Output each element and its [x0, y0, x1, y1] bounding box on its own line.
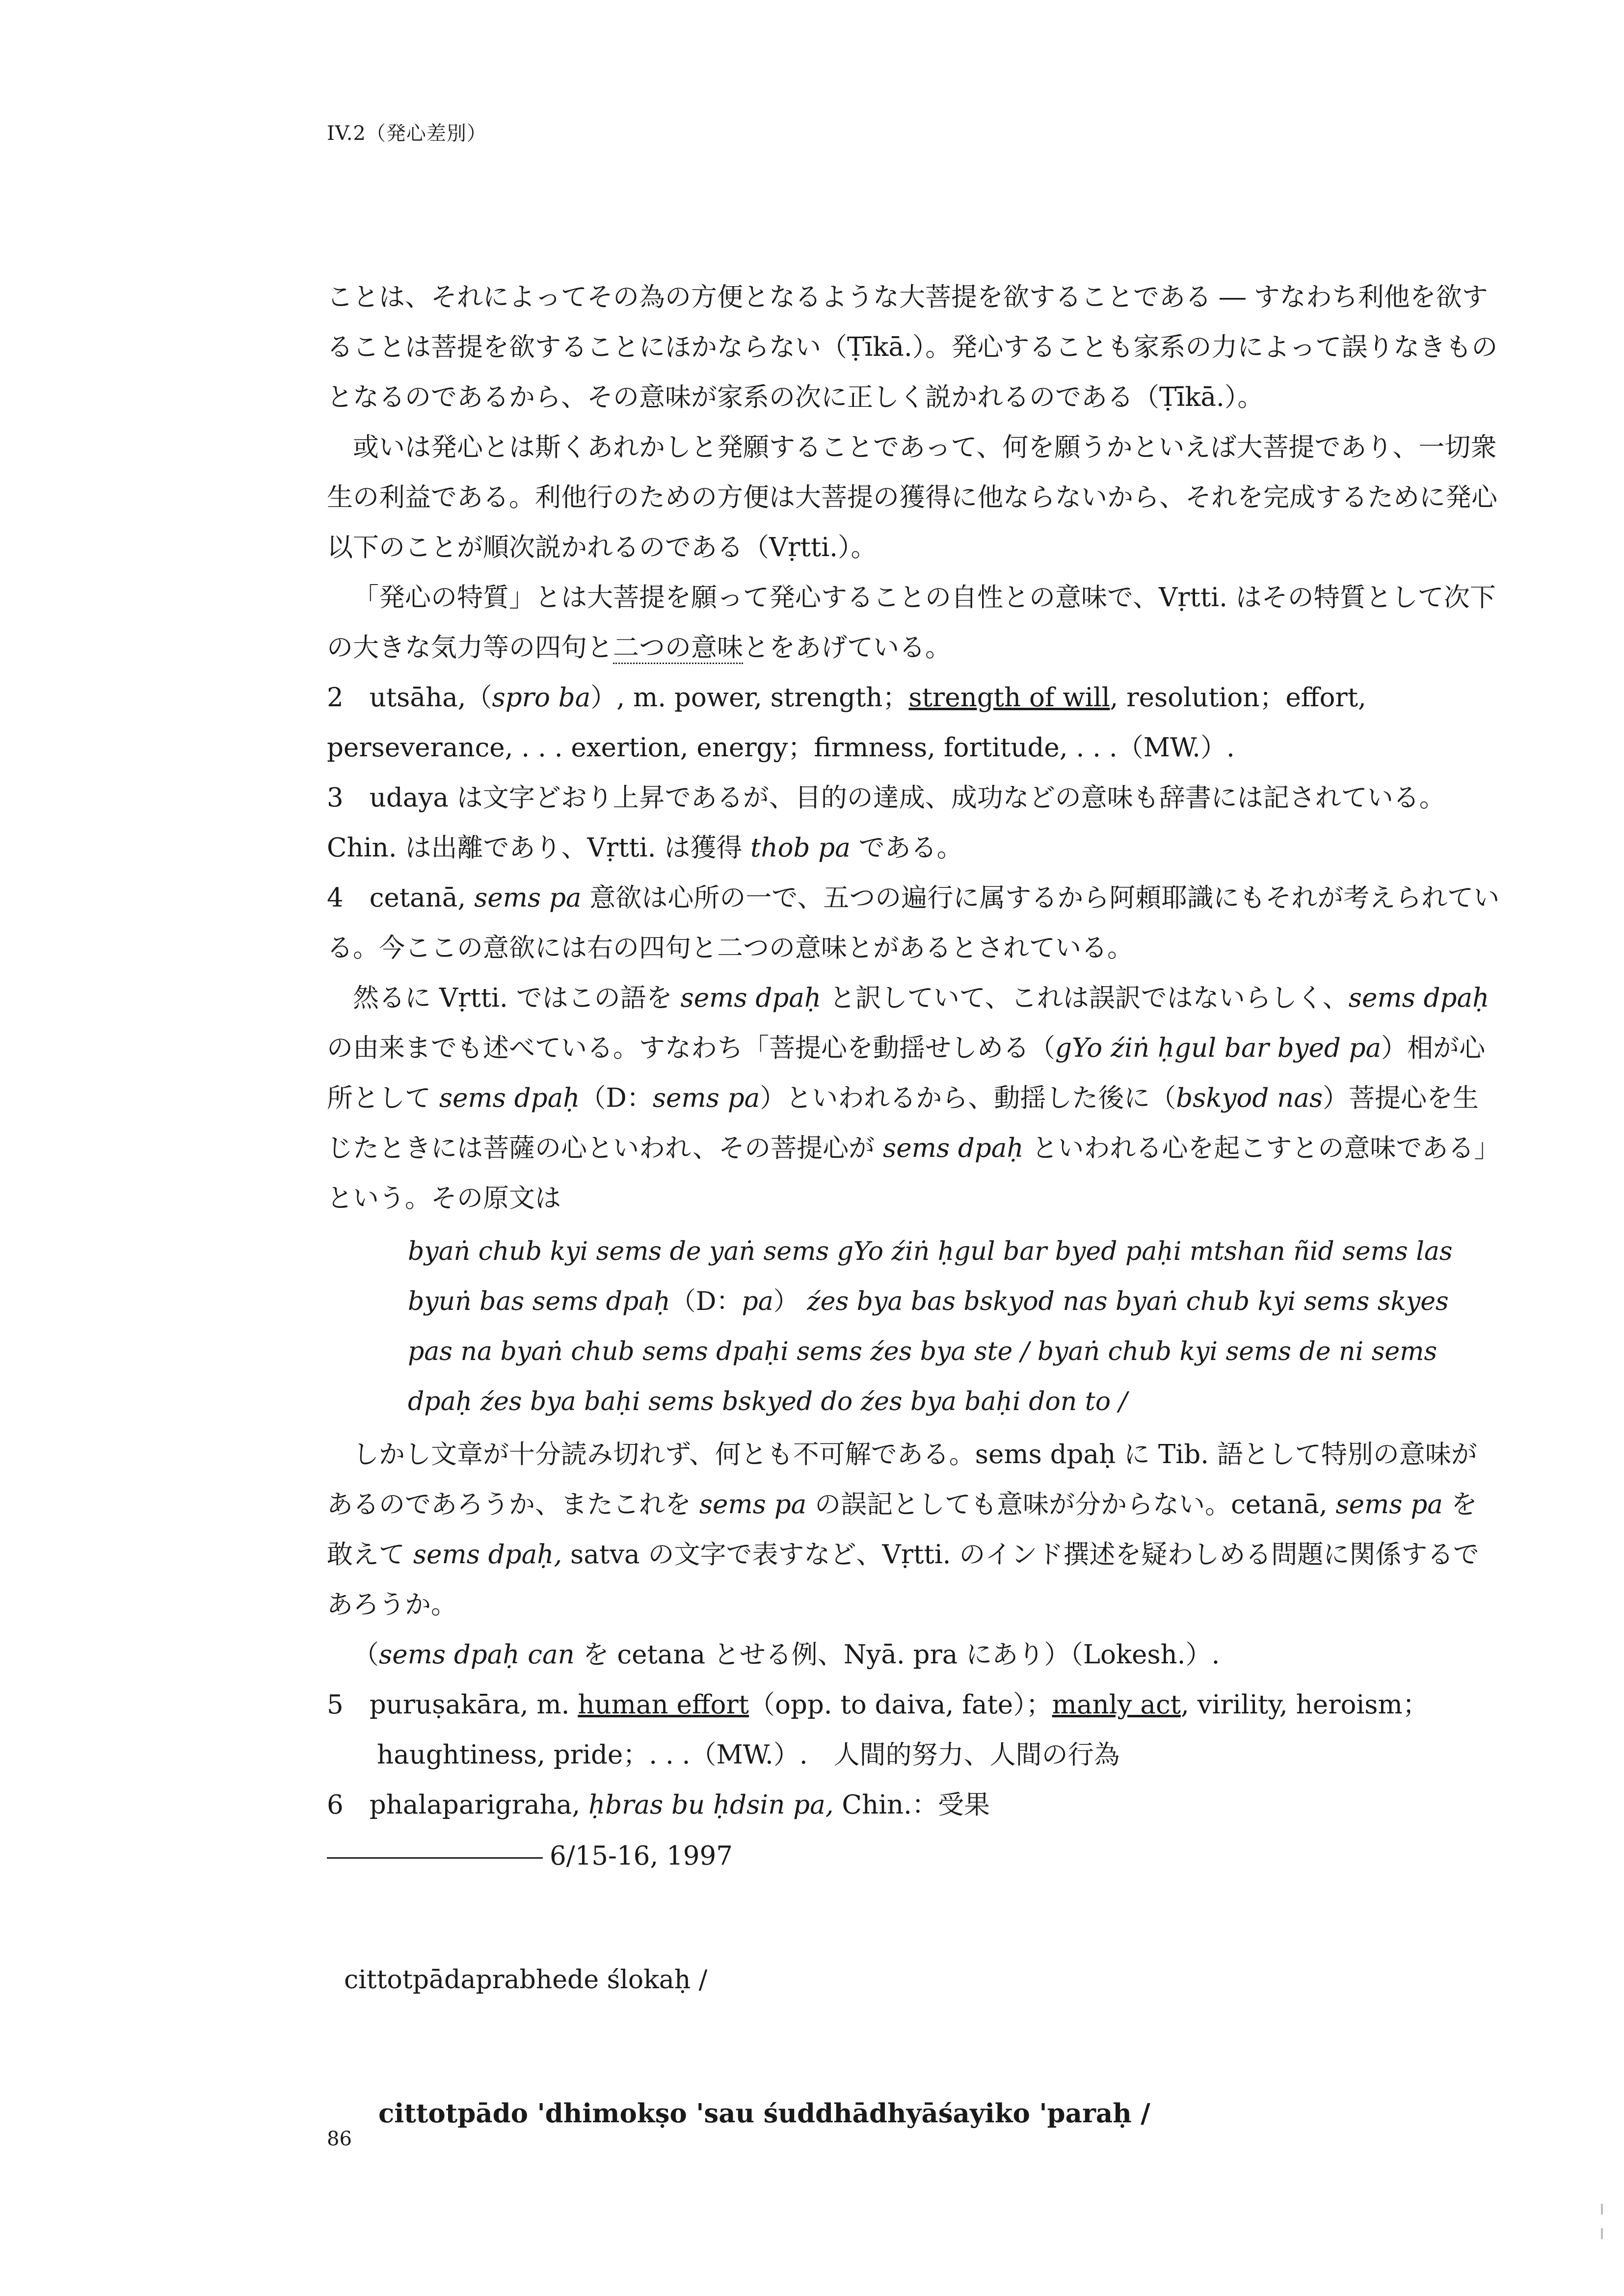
horizontal-rule: [327, 1857, 543, 1859]
paragraph-1: ことは、それによってその為の方便となるような大菩提を欲することである ― すなわち利他を欲することは菩提を欲することにほかならない（Ṭīkā.）。発心することも家系の力によって誤りなきものとなるのであるから、その意味が家系の次に正しく説かれるのである（Ṭīkā.）。: [327, 282, 1498, 412]
dotted-underline: 二つの意味: [613, 633, 743, 664]
note-2: 2 utsāha,（spro ba）, m. power, strength；strength of will, resolution；effort, perseverance, . . . exertion, energy；firmness, fortitude, . . .（MW.）.: [327, 683, 1366, 763]
note-4: 4 cetanā, sems pa 意欲は心所の一で、五つの遍行に属するから阿頼耶識にもそれが考えられている。今ここの意欲には右の四句と二つの意味とがあるとされている。: [327, 883, 1500, 963]
page-number: 86: [327, 2128, 352, 2150]
sanskrit-verse: cittotpādo 'dhimokṣo 'sau śuddhādhyāśayiko 'paraḥ /: [378, 2098, 1150, 2129]
paragraph-5: 然るに Vṛtti. ではこの語を sems dpaḥ と訳していて、これは誤訳ではないらしく、sems dpaḥ の由来までも述べている。すなわち「菩提心を動揺せしめる（gYo źiṅ ḥgul bar byed pa）相が心所として sems dpaḥ（D：sems pa）といわれるから、動揺した後に（bskyod nas）菩提心を生じたときには菩薩の心といわれ、その菩提心が sems dpaḥ といわれる心を起こすとの意味である」という。その原文は: [327, 983, 1490, 1213]
paragraph-3: 「発心の特質」とは大菩提を願って発心することの自性との意味で、Vṛtti. はその特質として次下の大きな気力等の四句と二つの意味とをあげている。: [327, 573, 1500, 673]
underlined-term: strength of will: [908, 683, 1110, 713]
note-6: 6 phalaparigraha, ḥbras bu ḥdsin pa, Chin.：受果: [327, 1790, 990, 1820]
scan-mark: [1601, 2204, 1603, 2215]
note-5: 5 puruṣakāra, m. human effort（opp. to daiva, fate）；manly act, virility, heroism；haughtiness, pride；. . .（MW.）. 人間的努力、人間の行為: [327, 1690, 1429, 1770]
tibetan-quote: byaṅ chub kyi sems de yaṅ sems gYo źiṅ ḥgul bar byed paḥi mtshan ñid sems las byuṅ bas sems dpaḥ（D：pa） źes bya bas bskyod nas byaṅ chub kyi sems skyes pas na byaṅ chub sems dpaḥi sems źes bya ste / byaṅ chub kyi sems de ni sems dpaḥ źes bya baḥi sems bskyed do źes bya baḥi don to /: [408, 1237, 1453, 1416]
scan-mark: [1601, 2228, 1603, 2239]
paragraph-2: 或いは発心とは斯くあれかしと発願することであって、何を願うかといえば大菩提であり、一切衆生の利益である。利他行のための方便は大菩提の獲得に他ならないから、それを完成するために発心以下のことが順次説かれるのである（Vṛtti.）。: [327, 432, 1497, 562]
paragraph-7: （sems dpaḥ can を cetana とせる例、Nyā. pra にあり）（Lokesh.）.: [353, 1640, 1220, 1670]
paragraph-6: しかし文章が十分読み切れず、何とも不可解である。sems dpaḥ に Tib. 語として特別の意味があるのであろうか、またこれを sems pa の誤記としても意味が分からない。cetanā, sems pa を敢えて sems dpaḥ, satva の文字で表すなど、Vṛtti. のインド撰述を疑わしめる問題に関係するであろうか。: [327, 1440, 1479, 1620]
running-head: IV.2（発心差別）: [327, 122, 487, 145]
note-3: 3 udaya は文字どおり上昇であるが、目的の達成、成功などの意味も辞書には記されている。Chin. は出離であり、Vṛtti. は獲得 thob pa である。: [327, 783, 1445, 863]
body-text: [327, 272, 1500, 2138]
sanskrit-title: cittotpādaprabhede ślokaḥ /: [344, 1965, 708, 1995]
date-line: 6/15-16, 1997: [327, 1831, 1500, 1881]
